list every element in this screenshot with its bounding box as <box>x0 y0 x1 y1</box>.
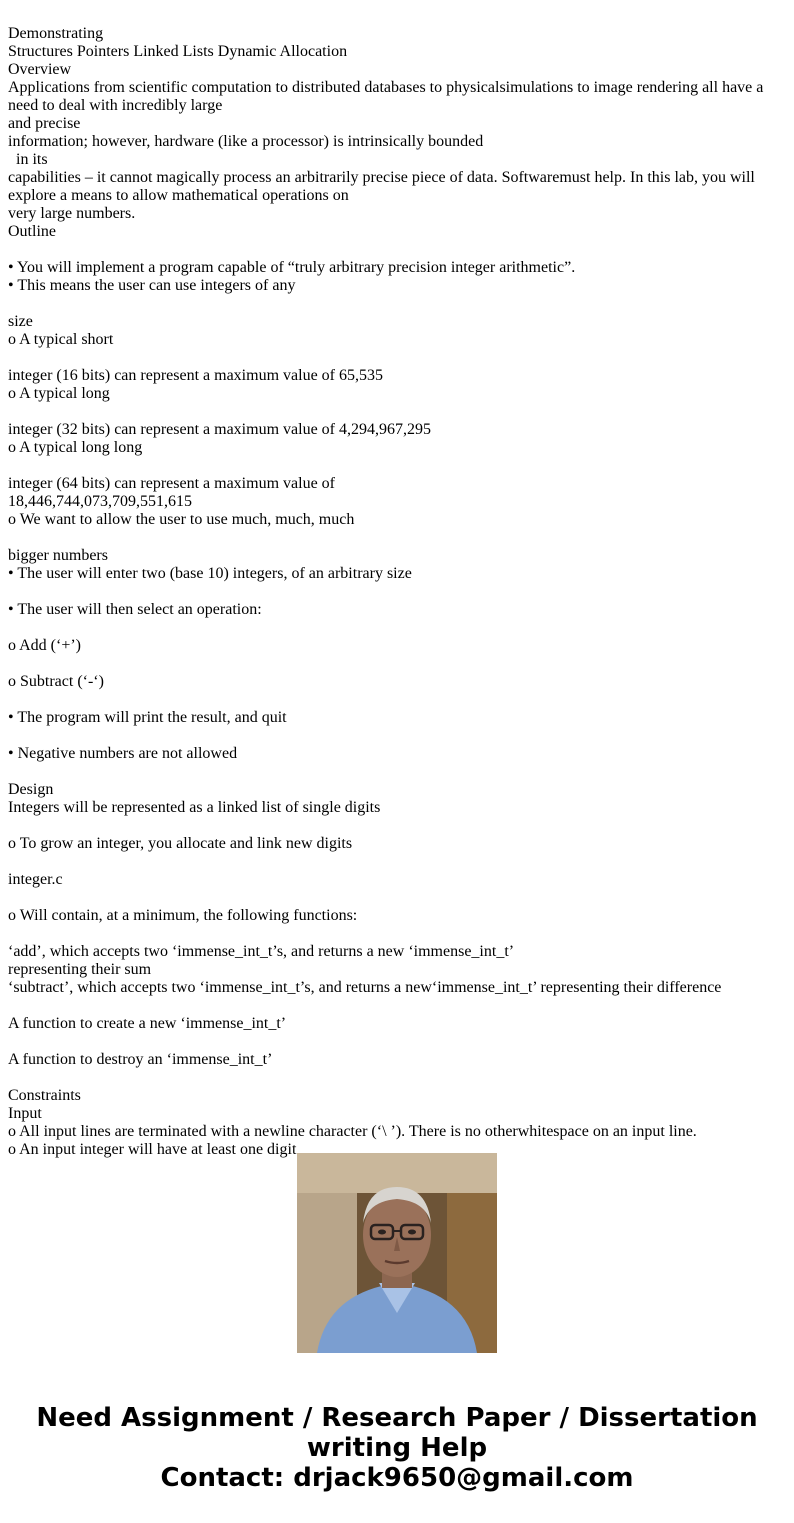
document-line: and precise <box>8 115 81 132</box>
document-line: • The user will then select an operation: <box>8 601 262 618</box>
document-line: capabilities – it cannot magically process an arbitrarily precise piece of data. Softwaremust help. In this lab, you will explore a means to allow mathematical operations on <box>8 169 759 204</box>
document-line: o To grow an integer, you allocate and link new digits <box>8 835 353 852</box>
document-line: ‘add’, which accepts two ‘immense_int_t’s, and returns a new ‘immense_int_t’ <box>8 943 515 960</box>
document-line <box>8 457 778 475</box>
document-line <box>8 295 778 313</box>
document-line: information; however, hardware (like a processor) is intrinsically bounded <box>8 133 484 150</box>
document-line: • This means the user can use integers of any <box>8 277 296 294</box>
document-line: • The program will print the result, and quit <box>8 709 287 726</box>
document-line: o All input lines are terminated with a newline character (‘\ ’). There is no otherwhitespace on an input line. <box>8 1123 697 1140</box>
document-line: Applications from scientific computation to distributed databases to physicalsimulations to image rendering all have a need to deal with incredibly large <box>8 79 768 114</box>
promo-banner <box>0 1403 794 1493</box>
document-line: in its <box>8 151 48 168</box>
document-line: o A typical short <box>8 331 114 348</box>
author-portrait <box>297 1153 497 1353</box>
document-line: Input <box>8 1105 42 1122</box>
document-line: Constraints <box>8 1087 81 1104</box>
document-line: integer (64 bits) can represent a maximum value of <box>8 475 335 492</box>
document-line: o We want to allow the user to use much, much, much <box>8 511 355 528</box>
document-line <box>8 529 778 547</box>
promo-line-2: writing Help <box>306 1433 488 1463</box>
document-line: o A typical long long <box>8 439 143 456</box>
promo-line-1: Need Assignment / Research Paper / Dissertation <box>36 1403 758 1433</box>
document-line: • You will implement a program capable of “truly arbitrary precision integer arithmetic”. <box>8 259 576 276</box>
document-line <box>8 1069 778 1087</box>
document-line: very large numbers. <box>8 205 136 222</box>
document-line <box>8 817 778 835</box>
promo-contact: Contact: drjack9650@gmail.com <box>160 1463 634 1493</box>
document-line: 18,446,744,073,709,551,615 <box>8 493 192 510</box>
document-body <box>8 25 778 1158</box>
document-line <box>8 349 778 367</box>
document-line: representing their sum <box>8 961 152 978</box>
document-line: Outline <box>8 223 56 240</box>
document-line: Structures Pointers Linked Lists Dynamic Allocation <box>8 43 348 60</box>
document-line: Integers will be represented as a linked list of single digits <box>8 799 381 816</box>
document-line <box>8 889 778 907</box>
document-line: integer (32 bits) can represent a maximum value of 4,294,967,295 <box>8 421 431 438</box>
document-line: o An input integer will have at least one digit <box>8 1141 297 1158</box>
document-line <box>8 241 778 259</box>
document-line <box>8 1033 778 1051</box>
document-line: • The user will enter two (base 10) integers, of an arbitrary size <box>8 565 412 582</box>
document-line: Design <box>8 781 54 798</box>
document-line: o Subtract (‘-‘) <box>8 673 104 690</box>
document-line <box>8 403 778 421</box>
document-line: o Add (‘+’) <box>8 637 82 654</box>
document-line <box>8 583 778 601</box>
document-line: A function to create a new ‘immense_int_t’ <box>8 1015 287 1032</box>
document-line: integer.c <box>8 871 63 888</box>
document-line: o Will contain, at a minimum, the following functions: <box>8 907 358 924</box>
portrait-image <box>297 1153 497 1353</box>
document-line: • Negative numbers are not allowed <box>8 745 238 762</box>
document-line: Demonstrating <box>8 25 104 42</box>
document-line: bigger numbers <box>8 547 108 564</box>
document-line <box>8 655 778 673</box>
document-line: A function to destroy an ‘immense_int_t’ <box>8 1051 273 1068</box>
document-line <box>8 853 778 871</box>
document-line <box>8 763 778 781</box>
document-line <box>8 727 778 745</box>
document-line: size <box>8 313 33 330</box>
document-line <box>8 619 778 637</box>
document-line: Overview <box>8 61 72 78</box>
document-line <box>8 691 778 709</box>
document-line: o A typical long <box>8 385 110 402</box>
document-line <box>8 925 778 943</box>
document-line: ‘subtract’, which accepts two ‘immense_int_t’s, and returns a new‘immense_int_t’ representing their difference <box>8 979 722 996</box>
document-line: integer (16 bits) can represent a maximum value of 65,535 <box>8 367 383 384</box>
document-line <box>8 997 778 1015</box>
